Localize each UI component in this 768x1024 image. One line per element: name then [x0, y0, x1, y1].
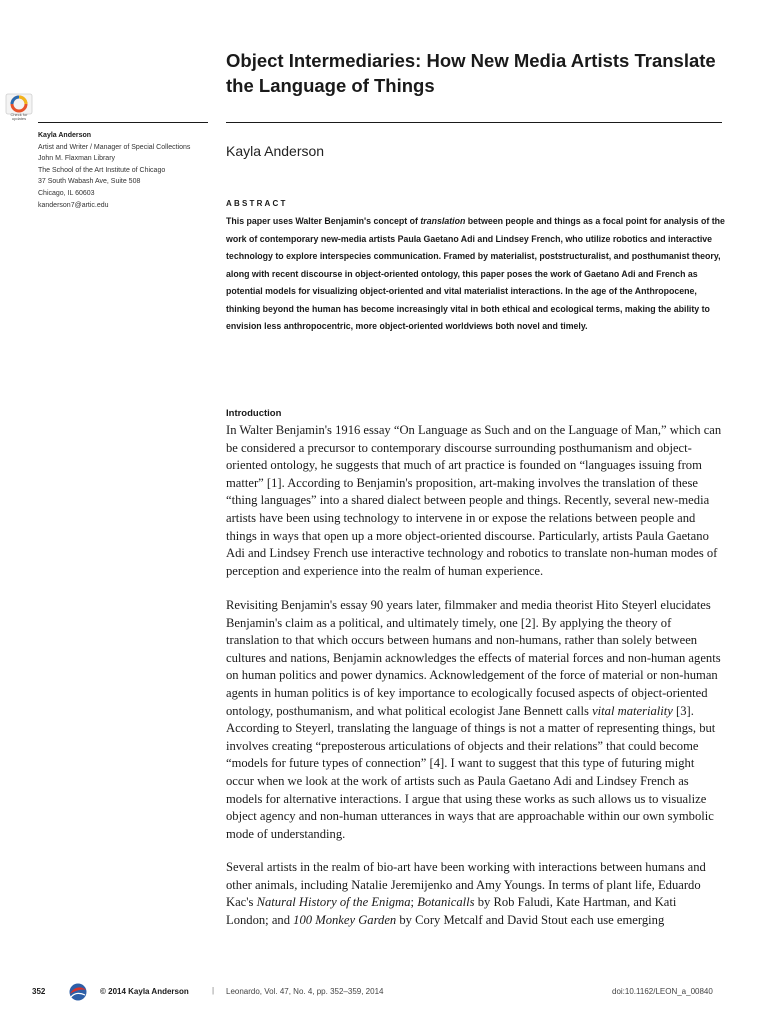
page-footer [0, 982, 768, 1002]
affiliation-email[interactable]: kanderson7@artic.edu [38, 201, 109, 209]
paragraph-segment: by Cory Metcalf and David Stout each use emerging [396, 912, 665, 927]
paragraph-segment: by Rob Faludi, Kate Hartman, and Kati London; and [226, 895, 677, 927]
abstract-segment: between people and things as a focal point for analysis of the work of contemporary new-media artists Paula Gaetano Adi and Lindsey French, who utilize robotics and interactive technology to explore interspecies communication. Framed by materialist, poststructuralist, and posthumanist theory, along with recent discourse in object-oriented ontology, this paper poses the work of Gaetano Adi and French as potential models for visualizing object-oriented and vital materialist interactions. In the age of the Anthropocene, thinking beyond the human has become increasingly vital in both ethical and ecological terms, making the ability to envision less anthropocentric, more object-oriented worldviews both novel and timely. [226, 216, 725, 331]
page-number: 352 [32, 987, 46, 996]
paragraph-segment: [3]. According to Steyerl, translating the language of things is not a matter of representing things, but involves creating “preposterous articulations of objects and their relations” that could become “models for future types of connection” [4]. I want to suggest that this type of futuring might occur when we look at the work of artists such as Paula Gaetano Adi and Lindsey French as models for alternative interactions. I argue that using these works as such allows us to visualize object agency and non-human utterances in ways that are approachable within our own symbolic mode of understanding. [226, 703, 716, 841]
leonardo-logo-icon [67, 982, 89, 1002]
author-affiliation [38, 130, 223, 211]
body-paragraph-2 [226, 597, 722, 843]
affiliation-name: Kayla Anderson [38, 132, 92, 139]
copyright: © 2014 Kayla Anderson [100, 987, 189, 996]
body-paragraph-3 [226, 859, 722, 929]
abstract-heading: ABSTRACT [226, 199, 288, 208]
check-for-updates-label: Check for updates [10, 112, 28, 121]
italic-term: vital materiality [592, 703, 673, 718]
affiliation-line: Artist and Writer / Manager of Special Collections [38, 143, 191, 151]
paragraph-segment: Revisiting Benjamin's essay 90 years later, filmmaker and media theorist Hito Steyerl elucidates Benjamin's claim as a political, and ultimately timely, one [2]. By applying the theory of translation to that which occurs between humans and non-humans, rather than solely between cultures and nations, Benjamin acknowledges the effects of material forces and non-human agents on human politics and power dynamics. Acknowledgement of the force of material or non-human agents in human politics is of key importance to ecologically focused aspects of object-oriented ontology, posthumanism, and what political ecologist Jane Bennett calls [226, 598, 721, 718]
footer-separator: | [212, 986, 215, 995]
affiliation-line: John M. Flaxman Library [38, 155, 116, 163]
affiliation-line: Chicago, IL 60603 [38, 189, 95, 197]
article-title: Object Intermediaries: How New Media Artists Translate the Language of Things [226, 50, 716, 96]
affiliation-line: The School of the Art Institute of Chicago [38, 166, 166, 174]
title-rule [226, 122, 722, 123]
abstract-segment: This paper uses Walter Benjamin's concept of [226, 216, 421, 226]
italic-title: Natural History of the Enigma [256, 895, 411, 910]
section-heading-introduction: Introduction [226, 408, 282, 419]
paragraph-segment: ; [410, 895, 418, 910]
journal-citation: Leonardo, Vol. 47, No. 4, pp. 352–359, 2014 [226, 987, 384, 996]
body-paragraph-1: In Walter Benjamin's 1916 essay “On Language as Such and on the Language of Man,” which can be considered a precursor to contemporary discourse surrounding posthumanism and object-oriented ontology, he suggests that much of art practice is founded on “languages issuing from matter” [1]. According to Benjamin's proposition, art-making involves the translation of these “thing languages” into a shared dialect between people and things. Recently, several new-media artists have been using technology to intervene in or expose the relations between people and things in ways that open up a more object-oriented discourse. Particularly, artists Paula Gaetano Adi and Lindsey French use interactive technology and robotics to translate non-human modes of perception and experience into the realm of human experience. [226, 423, 722, 578]
italic-title: 100 Monkey Garden [293, 912, 397, 927]
abstract-text [226, 213, 726, 336]
doi-link[interactable]: doi:10.1162/LEON_a_00840 [612, 987, 713, 996]
abstract-italic-term: translation [420, 216, 466, 226]
italic-title: Botanicalls [417, 895, 475, 910]
affiliation-rule [38, 122, 208, 123]
paragraph-segment: Several artists in the realm of bio-art have been working with interactions between humans and other animals, including Natalie Jeremijenko and Amy Youngs. In terms of plant life, Eduardo Kac's [226, 860, 706, 910]
affiliation-line: 37 South Wabash Ave, Suite 508 [38, 178, 141, 186]
author-byline: Kayla Anderson [226, 143, 325, 159]
